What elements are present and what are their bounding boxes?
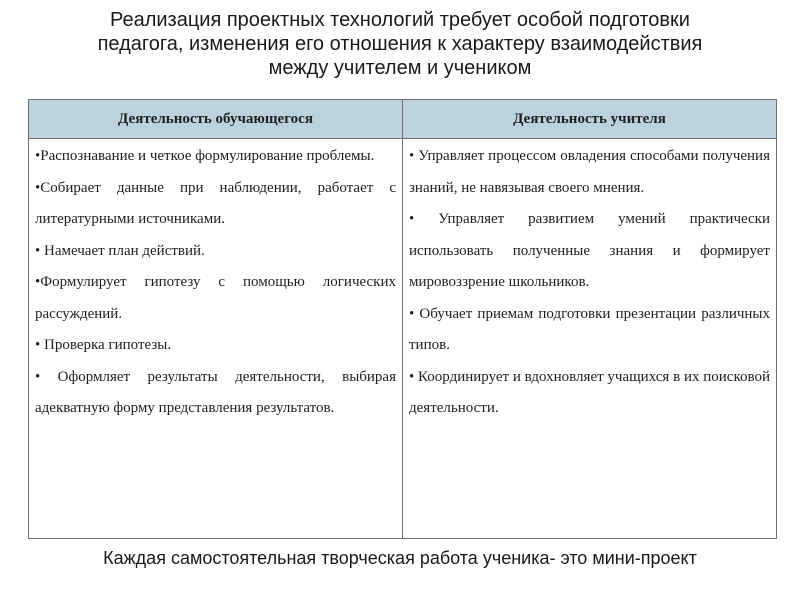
student-item: • Оформляет результаты деятельности, выбирая адекватную форму представления результатов. bbox=[35, 368, 396, 416]
student-item: •Собирает данные при наблюдении, работает с литературными источниками. bbox=[35, 179, 396, 227]
teacher-item: • Координирует и вдохновляет учащихся в их поисковой деятельности. bbox=[409, 368, 770, 416]
footer-caption: Каждая самостоятельная творческая работа ученика- это мини-проект bbox=[103, 548, 697, 568]
activities-table-grid bbox=[29, 100, 776, 538]
teacher-item: • Управляет процессом овладения способами получения знаний, не навязывая своего мнения. bbox=[409, 148, 770, 196]
teacher-item: • Обучает приемам подготовки презентации различных типов. bbox=[409, 305, 770, 353]
title-line-1: Реализация проектных технологий требует особой подготовки bbox=[110, 9, 690, 31]
student-activity-cell bbox=[29, 139, 403, 539]
title-line-2: педагога, изменения его отношения к характеру взаимодействия bbox=[97, 33, 703, 55]
slide-title bbox=[40, 8, 760, 80]
teacher-activity-cell bbox=[403, 139, 777, 539]
title-line-3: между учителем и учеником bbox=[268, 57, 532, 79]
table-header-row bbox=[29, 100, 776, 139]
student-item: •Формулирует гипотезу с помощью логических рассуждений. bbox=[35, 274, 396, 322]
student-item: •Распознавание и четкое формулирование проблемы. bbox=[35, 148, 375, 164]
header-student-activity: Деятельность обучающегося bbox=[29, 100, 403, 139]
teacher-item: • Управляет развитием умений практически использовать полученные знания и формирует мировоззрение школьников. bbox=[409, 211, 770, 290]
header-teacher-activity: Деятельность учителя bbox=[403, 100, 777, 139]
student-item: • Проверка гипотезы. bbox=[35, 337, 172, 353]
activities-table bbox=[28, 99, 777, 539]
student-item: • Намечает план действий. bbox=[35, 242, 205, 259]
table-row bbox=[29, 139, 776, 539]
